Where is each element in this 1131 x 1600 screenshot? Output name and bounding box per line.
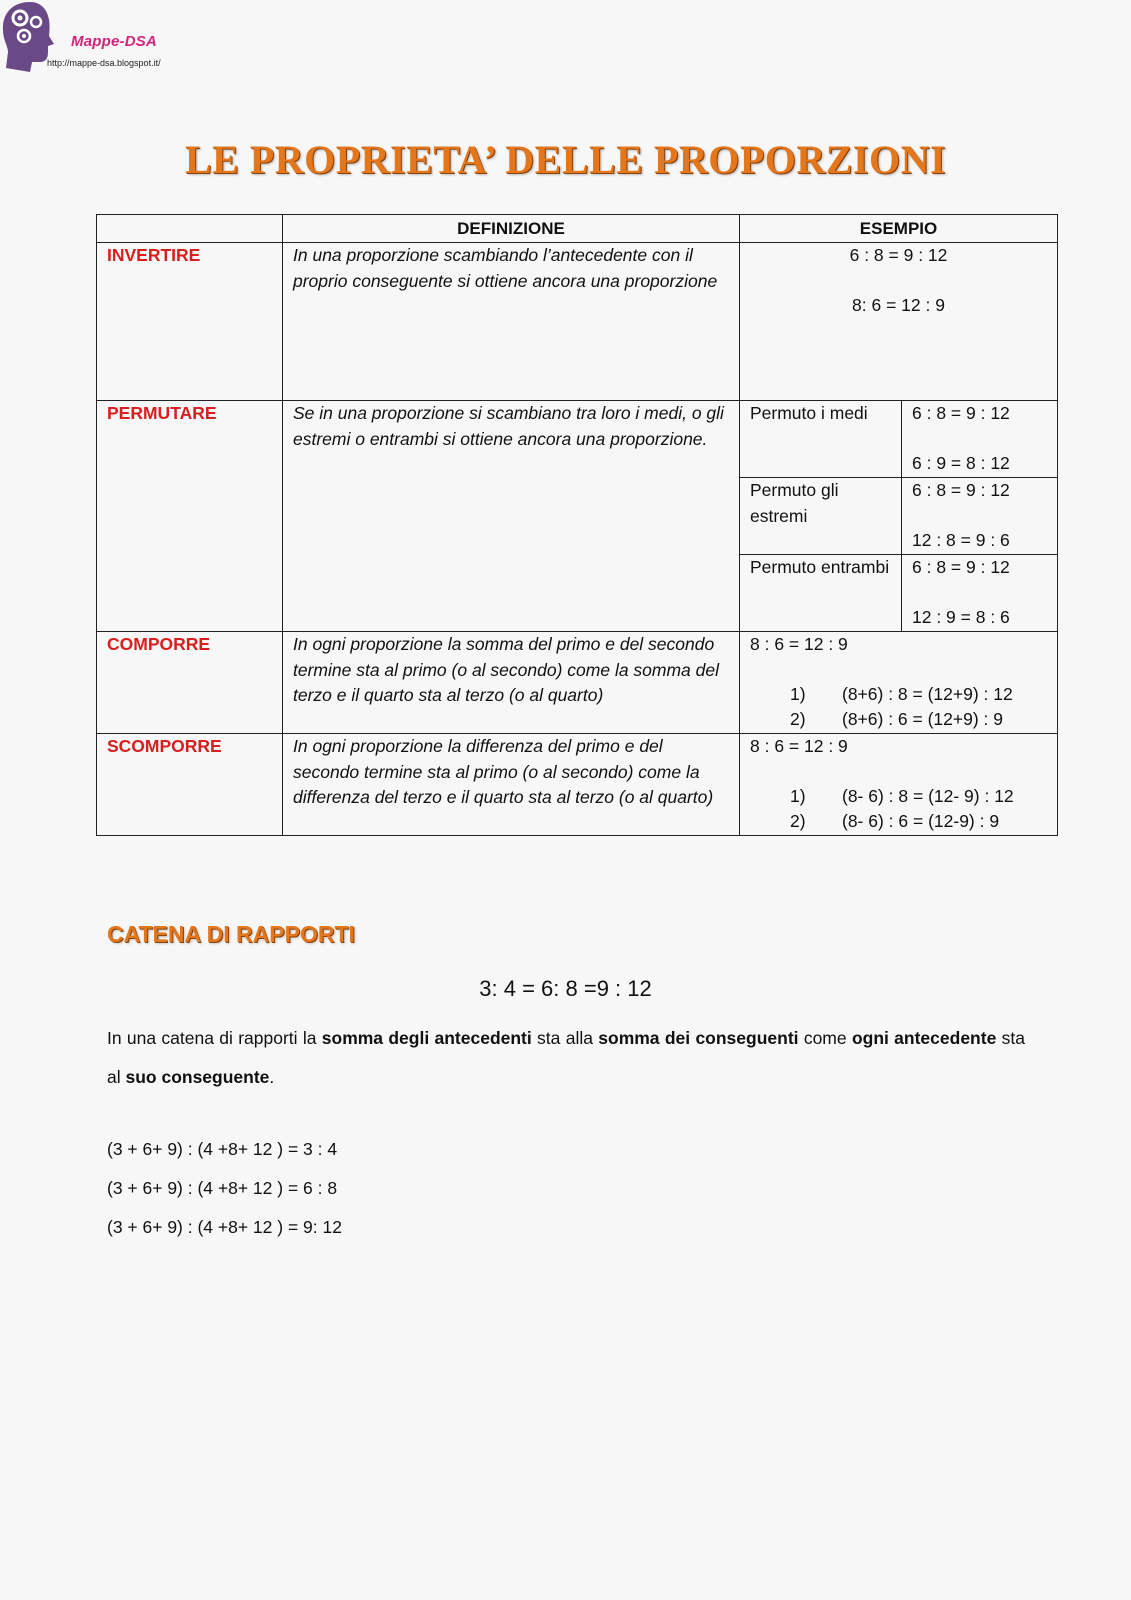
chain-equation: 3: 4 = 6: 8 =9 : 12 bbox=[479, 976, 652, 1001]
spacer bbox=[750, 658, 1047, 682]
example-item: 1) (8- 6) : 8 = (12- 9) : 12 bbox=[790, 785, 1014, 806]
property-definition: In una proporzione scambiando l’antecedente con il proprio conseguente si ottiene ancora una proporzione bbox=[283, 243, 740, 401]
row-permutare bbox=[97, 401, 1058, 478]
example-item: 2) (8+6) : 6 = (12+9) : 9 bbox=[790, 709, 1003, 729]
spacer bbox=[912, 427, 1047, 451]
permute-label: Permuto gli estremi bbox=[740, 478, 902, 555]
property-name: COMPORRE bbox=[97, 632, 283, 734]
property-definition: In ogni proporzione la differenza del primo e del secondo termine sta al primo (o al secondo) come la differenza del terzo e il quarto sta al terzo (o al quarto) bbox=[283, 734, 740, 836]
property-definition: Se in una proporzione si scambiano tra loro i medi, o gli estremi o entrambi si ottiene ancora una proporzione. bbox=[283, 401, 740, 632]
property-example bbox=[740, 243, 1058, 401]
header-esempio: ESEMPIO bbox=[740, 215, 1058, 243]
property-name: INVERTIRE bbox=[97, 243, 283, 401]
spacer bbox=[750, 760, 1047, 784]
spacer bbox=[912, 581, 1047, 605]
spacer bbox=[750, 269, 1047, 293]
text-part: sta al bbox=[107, 1028, 1025, 1087]
example-line: 12 : 8 = 9 : 6 bbox=[912, 529, 1010, 550]
bold-term: somma dei conseguenti bbox=[598, 1028, 799, 1048]
page-title: LE PROPRIETA’ DELLE PROPORZIONI bbox=[184, 137, 947, 182]
permute-label: Permuto entrambi bbox=[740, 555, 902, 632]
chain-formula: (3 + 6+ 9) : (4 +8+ 12 ) = 3 : 4 bbox=[107, 1139, 338, 1159]
chain-formula: (3 + 6+ 9) : (4 +8+ 12 ) = 6 : 8 bbox=[107, 1178, 338, 1198]
header-empty bbox=[97, 215, 283, 243]
bold-term: suo conseguente bbox=[125, 1067, 270, 1087]
chain-description bbox=[107, 1019, 1025, 1097]
example-line: 6 : 8 = 9 : 12 bbox=[912, 403, 1010, 423]
header-definizione: DEFINIZIONE bbox=[283, 215, 740, 243]
properties-table bbox=[96, 214, 1058, 836]
text-part: In una catena di rapporti la bbox=[107, 1028, 322, 1048]
text-part: . bbox=[269, 1067, 275, 1087]
example-line: 6 : 8 = 9 : 12 bbox=[912, 480, 1010, 500]
example-line: 6 : 8 = 9 : 12 bbox=[849, 245, 948, 265]
chain-formula: (3 + 6+ 9) : (4 +8+ 12 ) = 9: 12 bbox=[107, 1217, 342, 1237]
property-example bbox=[740, 632, 1058, 734]
logo-url[interactable]: http://mappe-dsa.blogspot.it/ bbox=[47, 58, 161, 68]
table-header-row bbox=[97, 215, 1058, 243]
chain-title: CATENA DI RAPPORTI bbox=[107, 921, 355, 947]
row-invertire bbox=[97, 243, 1058, 401]
row-scomporre bbox=[97, 734, 1058, 836]
spacer bbox=[912, 504, 1047, 528]
text-part: come bbox=[798, 1028, 852, 1048]
example-line: 6 : 8 = 9 : 12 bbox=[912, 557, 1010, 577]
logo-name: Mappe-DSA bbox=[71, 33, 157, 50]
site-logo[interactable] bbox=[0, 0, 200, 80]
property-example bbox=[740, 734, 1058, 836]
example-line: 12 : 9 = 8 : 6 bbox=[912, 606, 1010, 627]
property-name: PERMUTARE bbox=[97, 401, 283, 632]
permute-example bbox=[902, 478, 1058, 555]
text-part: sta alla bbox=[531, 1028, 599, 1048]
permute-label: Permuto i medi bbox=[740, 401, 902, 478]
example-item: 1) (8+6) : 8 = (12+9) : 12 bbox=[790, 683, 1013, 704]
bold-term: somma degli antecedenti bbox=[321, 1028, 532, 1048]
example-item: 2) (8- 6) : 6 = (12-9) : 9 bbox=[790, 811, 1000, 831]
example-base: 8 : 6 = 12 : 9 bbox=[750, 736, 848, 756]
example-line: 6 : 9 = 8 : 12 bbox=[912, 452, 1010, 473]
example-line: 8: 6 = 12 : 9 bbox=[852, 294, 945, 315]
property-name: SCOMPORRE bbox=[97, 734, 283, 836]
property-definition: In ogni proporzione la somma del primo e del secondo termine sta al primo (o al secondo) come la somma del terzo e il quarto sta al terzo (o al quarto) bbox=[283, 632, 740, 734]
permute-example bbox=[902, 555, 1058, 632]
permute-example bbox=[902, 401, 1058, 478]
row-comporre bbox=[97, 632, 1058, 734]
bold-term: ogni antecedente bbox=[851, 1028, 997, 1048]
example-base: 8 : 6 = 12 : 9 bbox=[750, 634, 848, 654]
